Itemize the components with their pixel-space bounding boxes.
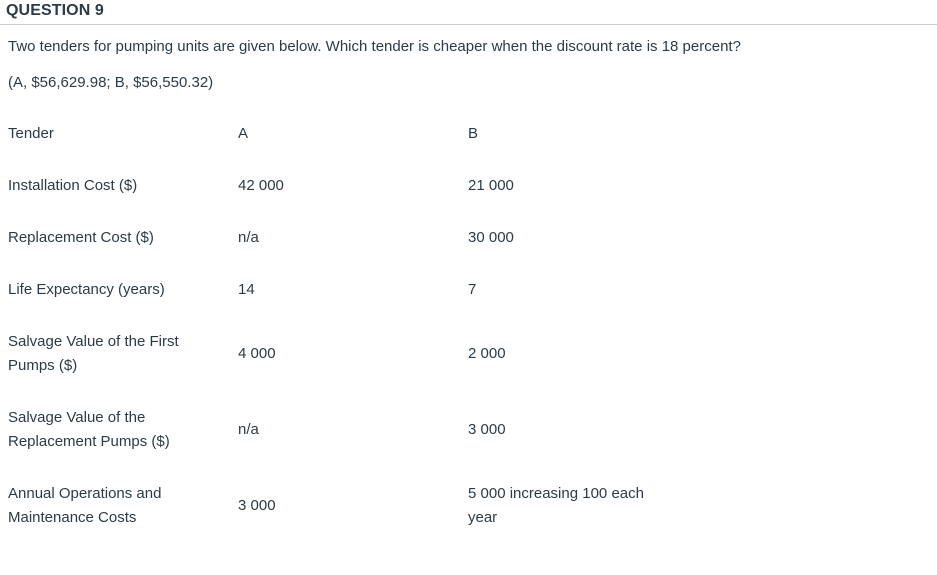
tender-b-value: 21 000 [468,177,514,194]
row-label-line: Maintenance Costs [8,509,137,526]
row-label-line: Pumps ($) [8,357,78,374]
row-label [0,468,230,544]
tender-b-value: 2 000 [468,345,506,362]
tender-a-value: n/a [238,421,259,438]
question-text: Two tenders for pumping units are given below. Which tender is cheaper when the discount rate is 18 percent? [8,38,741,55]
header-tender-a: A [238,125,249,142]
row-label: Replacement Cost ($) [8,229,154,246]
tender-a-value: n/a [238,229,259,246]
table-row [0,264,868,316]
tender-a-value: 4 000 [238,345,276,362]
row-label [0,392,230,468]
row-label: Installation Cost ($) [8,177,138,194]
tender-b-value: 7 [468,281,477,298]
answer-hint: (A, $56,629.98; B, $56,550.32) [8,74,214,91]
table-row [0,392,868,468]
tender-b-value [460,468,868,544]
tender-b-value: 3 000 [468,421,506,438]
row-label-line: Salvage Value of the [8,409,146,426]
tender-a-value: 42 000 [238,177,284,194]
table-row [0,160,868,212]
tender-b-value-line: 5 000 increasing 100 each [468,485,644,502]
table-row [0,212,868,264]
table-header-row [0,108,868,160]
question-heading: QUESTION 9 [6,2,104,19]
header-label: Tender [8,125,54,142]
tender-b-value: 30 000 [468,229,514,246]
table-row [0,316,868,392]
row-label: Life Expectancy (years) [8,281,165,298]
row-label-line: Annual Operations and [8,485,162,502]
heading-divider [0,24,937,25]
row-label-line: Replacement Pumps ($) [8,433,170,450]
tender-a-value: 14 [238,281,255,298]
table-row [0,468,868,544]
row-label [0,316,230,392]
tender-b-value-line: year [468,509,498,526]
tender-table [0,108,868,544]
tender-a-value: 3 000 [238,497,276,514]
row-label-line: Salvage Value of the First [8,333,179,350]
header-tender-b: B [468,125,479,142]
